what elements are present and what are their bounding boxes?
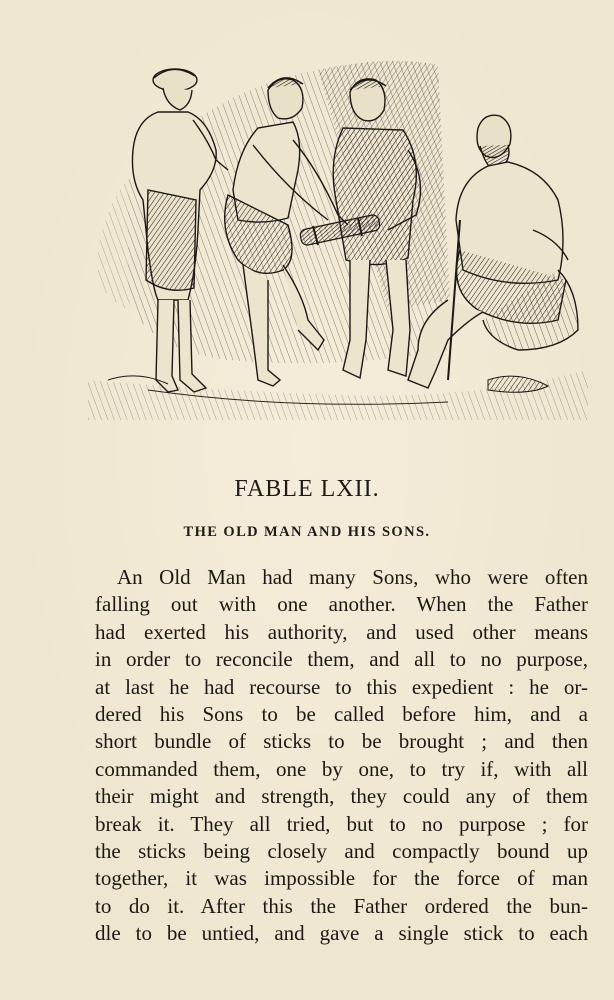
body-line: had exerted his authority, and used other means [95, 619, 588, 644]
body-line: falling out with one another. When the Father [95, 592, 588, 617]
body-line: the sticks being closely and compactly bound up [95, 838, 588, 863]
fable-title: FABLE LXII. [234, 476, 380, 502]
body-line: short bundle of sticks to be brought ; and then [95, 729, 588, 754]
body-line: to do it. After this the Father ordered the bun- [95, 893, 588, 918]
fable-subtitle: THE OLD MAN AND HIS SONS. [183, 524, 431, 540]
body-line: at last he had recourse to this expedient : he or- [95, 674, 588, 699]
body-line: commanded them, one by one, to try if, with all [95, 756, 588, 781]
body-line: break it. They all tried, but to no purpose ; for [95, 811, 588, 836]
body-line: dle to be untied, and gave a single stick to each [95, 921, 588, 946]
body-line: in order to reconcile them, and all to no purpose, [95, 647, 588, 672]
body-line: An Old Man had many Sons, who were often [117, 565, 588, 589]
fable-body [95, 564, 588, 947]
body-line: dered his Sons to be called before him, and a [95, 701, 588, 726]
body-line: together, it was impossible for the force of man [95, 866, 588, 891]
engraving-old-man-and-sons-icon [88, 50, 588, 420]
body-line: their might and strength, they could any of them [95, 784, 588, 809]
